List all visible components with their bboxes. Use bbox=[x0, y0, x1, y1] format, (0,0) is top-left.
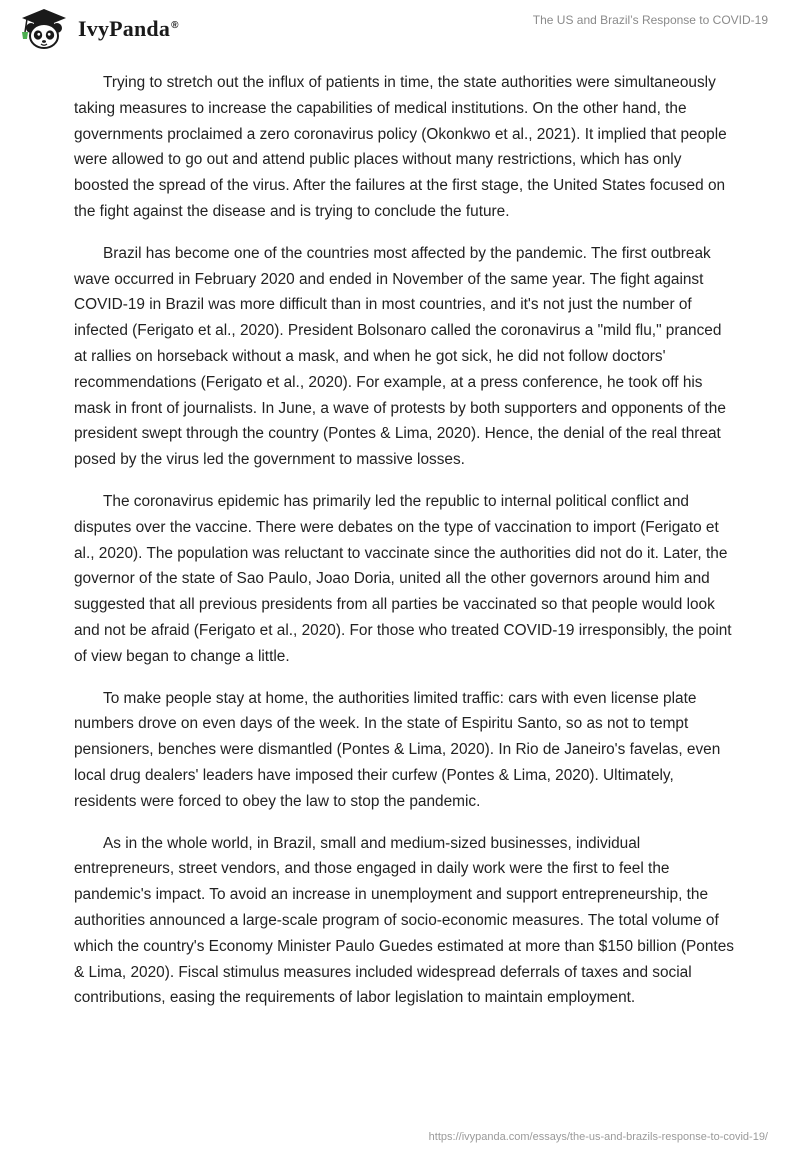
ivypanda-logo[interactable] bbox=[14, 6, 179, 50]
body-paragraph: As in the whole world, in Brazil, small and medium-sized businesses, individual entrepreneurs, street vendors, and those engaged in daily work were the first to feel the pandemic's impact. To avoid an increase in unemployment and support entrepreneurship, the authorities announced a large-scale program of socio-economic measures. The total volume of which the country's Economy Minister Paulo Guedes estimated at more than $150 billion (Pontes & Lima, 2020). Fiscal stimulus measures included widespread deferrals of taxes and social contributions, easing the requirements of labor legislation to maintain employment. bbox=[74, 834, 734, 1007]
panda-graduate-icon bbox=[14, 6, 74, 50]
body-paragraph: To make people stay at home, the authorities limited traffic: cars with even license plate numbers drove on even days of the week. In the state of Espiritu Santo, so as not to tempt pensioners, benches were dismantled (Pontes & Lima, 2020). In Rio de Janeiro's favelas, even local drug dealers' leaders have imposed their curfew (Pontes & Lima, 2020). Ultimately, residents were forced to obey the law to stop the pandemic. bbox=[74, 689, 721, 810]
source-url-link[interactable]: https://ivypanda.com/essays/the-us-and-brazils-response-to-covid-19/ bbox=[428, 1131, 768, 1143]
registered-mark: ® bbox=[171, 19, 179, 31]
page-header bbox=[0, 0, 800, 70]
body-paragraph: Trying to stretch out the influx of patients in time, the state authorities were simultaneously taking measures to increase the capabilities of medical institutions. On the other hand, the governments proclaimed a zero coronavirus policy (Okonkwo et al., 2021). It implied that people were allowed to go out and attend public places without many restrictions, which has only boosted the spread of the virus. After the failures at the first stage, the United States focused on the fight against the disease and is trying to conclude the future. bbox=[74, 74, 727, 220]
brand-name: IvyPanda® bbox=[78, 16, 179, 41]
document-title: The US and Brazil’s Response to COVID-19 bbox=[532, 13, 768, 27]
essay-body bbox=[74, 70, 734, 1027]
body-paragraph: The coronavirus epidemic has primarily led the republic to internal political conflict and disputes over the vaccine. There were debates on the type of vaccination to import (Ferigato et al., 2020). The population was reluctant to vaccinate since the authorities did not do it. Later, the governor of the state of Sao Paulo, Joao Doria, united all the other governors around him and suggested that all previous presidents from all parties be vaccinated so that people would look and not be afraid (Ferigato et al., 2020). For those who treated COVID-19 irresponsibly, the point of view began to change a little. bbox=[74, 492, 732, 665]
body-paragraph: Brazil has become one of the countries most affected by the pandemic. The first outbreak wave occurred in February 2020 and ended in November of the same year. The fight against COVID-19 in Brazil was more difficult than in most countries, and it's not just the number of infected (Ferigato et al., 2020). President Bolsonaro called the coronavirus a "mild flu," pranced at rallies on horseback without a mask, and when he got sick, he did not follow doctors' recommendations (Ferigato et al., 2020). For example, at a press conference, he took off his mask in front of journalists. In June, a wave of protests by both supporters and opponents of the president swept through the country (Pontes & Lima, 2020). Hence, the denial of the real threat posed by the virus led the government to massive losses. bbox=[74, 244, 726, 469]
